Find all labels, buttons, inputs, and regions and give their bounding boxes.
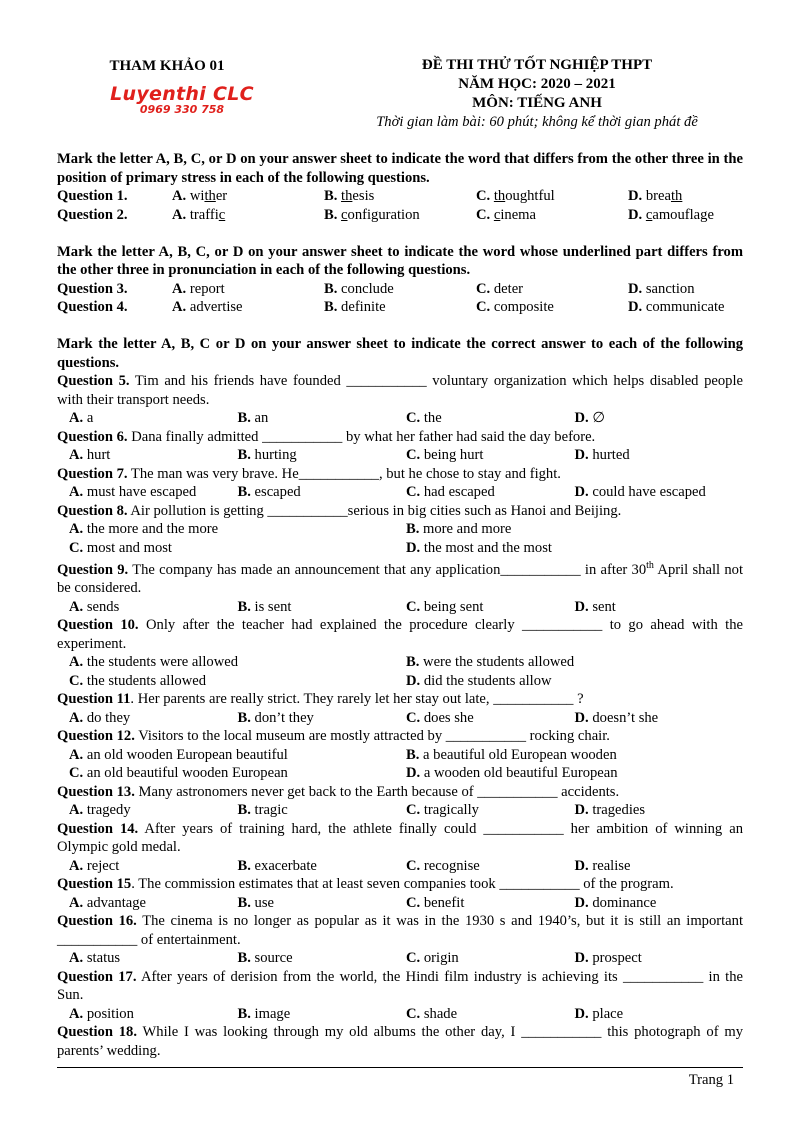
option-a: A. the students were allowed	[69, 654, 239, 671]
option-d: D. doesn’t she	[574, 709, 659, 726]
logo-phone: 0969 330 758	[139, 103, 225, 116]
options-6	[57, 446, 743, 465]
option-b: B. don’t they	[237, 709, 314, 726]
option-c: C. had escaped	[406, 484, 495, 500]
stress-instruction: Mark the letter A, B, C, or D on your answer sheet to indicate the word that differs from the other three in the position of primary stress in each of the following questions.	[57, 151, 743, 186]
options-12-cd	[57, 764, 743, 783]
option-b: B. configuration	[324, 206, 420, 223]
options-11	[57, 709, 743, 728]
option-d: D. the most and the most	[406, 539, 552, 556]
logo-name: Luyenthi CLC	[110, 83, 254, 105]
option-d: D. sanction	[628, 280, 695, 297]
option-b: B. hurting	[237, 447, 297, 463]
option-a: A. advertise	[172, 299, 243, 315]
question-label: Question 3.	[57, 280, 128, 297]
reference-label: THAM KHẢO 01	[109, 58, 225, 74]
option-d: D. place	[574, 1005, 624, 1022]
option-b: B. escaped	[237, 484, 301, 500]
option-c: C. origin	[406, 950, 459, 967]
question-9: Question 9. The company has made an announcement that any application___________ in after 30th April shall not be considered.	[57, 560, 743, 597]
question-14: Question 14. After years of training hard, the athlete finally could ___________ her ambition of winning an Olympic gold medal.	[57, 820, 743, 856]
option-d: D. realise	[574, 857, 631, 874]
option-c: C. an old beautiful wooden European	[69, 765, 288, 782]
option-d: D. dominance	[574, 894, 657, 911]
option-a: A. do they	[69, 709, 131, 726]
option-a: A. report	[172, 280, 225, 297]
question-label: Question 4.	[57, 299, 128, 315]
header-left	[57, 56, 297, 116]
pronunciation-instruction: Mark the letter A, B, C, or D on your answer sheet to indicate the word whose underlined part differs from the other three in pronunciation in each of the following questions.	[57, 243, 743, 278]
options-9	[57, 598, 743, 617]
question-label: Question 2.	[57, 206, 128, 223]
exam-page	[57, 56, 743, 1060]
options-8-ab	[57, 520, 743, 539]
option-a: A. an old wooden European beautiful	[69, 746, 288, 763]
exam-header	[57, 56, 743, 150]
question-17: Question 17. After years of derision from the world, the Hindi film industry is achieving its ___________ in the Sun.	[57, 968, 744, 1004]
options-5	[57, 409, 743, 428]
option-c: C. deter	[476, 280, 524, 297]
option-d: D. did the students allow	[406, 672, 552, 689]
question-8: Question 8. Air pollution is getting ___________serious in big cities such as Hanoi and Beijing.	[57, 502, 622, 519]
option-d: D. a wooden old beautiful European	[406, 765, 618, 782]
option-c: C. the	[406, 410, 442, 426]
option-d: D. prospect	[574, 950, 642, 967]
option-b: B. is sent	[237, 598, 292, 615]
question-row-3	[57, 280, 743, 299]
option-a: A. a	[69, 410, 94, 426]
option-b: B. conclude	[324, 280, 394, 297]
option-d: D. breath	[628, 188, 683, 204]
question-row-2	[57, 206, 743, 225]
option-c: C. recognise	[406, 857, 480, 874]
options-17	[57, 1005, 743, 1024]
option-a: A. position	[69, 1005, 134, 1022]
question-7: Question 7. The man was very brave. He___________, but he chose to stay and fight.	[57, 465, 561, 482]
option-b: B. an	[237, 410, 269, 426]
question-11: Question 11. Her parents are really strict. They rarely let her stay out late, ___________ ?	[57, 691, 584, 708]
question-6: Question 6. Dana finally admitted ___________ by what her father had said the day before.	[57, 428, 596, 445]
header-right	[337, 56, 737, 132]
option-c: C. being sent	[406, 598, 484, 615]
option-c: C. cinema	[476, 206, 537, 223]
question-13: Question 13. Many astronomers never get back to the Earth because of ___________ accidents.	[57, 783, 620, 800]
options-8-cd	[57, 539, 743, 558]
options-13	[57, 801, 743, 820]
option-c: C. the students allowed	[69, 672, 207, 689]
option-c: C. does she	[406, 709, 474, 726]
option-d: D. could have escaped	[574, 484, 706, 500]
question-18: Question 18. While I was looking through my old albums the other day, I ___________ this photograph of my parents’ wedding.	[57, 1024, 743, 1059]
option-a: A. tragedy	[69, 802, 131, 819]
option-b: B. image	[237, 1005, 291, 1022]
option-d: D. camouflage	[628, 206, 714, 223]
options-10-ab	[57, 653, 743, 672]
question-16: Question 16. The cinema is no longer as popular as it was in the 1930 s and 1940’s, but it is still an important ___________ of entertainment.	[57, 913, 744, 948]
option-a: A. traffic	[172, 206, 226, 223]
options-12-ab	[57, 746, 743, 765]
option-d: D. sent	[574, 598, 616, 615]
brand-logo	[107, 84, 257, 116]
option-b: B. thesis	[324, 188, 375, 204]
option-c: C. benefit	[406, 894, 465, 911]
option-b: B. exacerbate	[237, 857, 317, 874]
option-d: D. tragedies	[574, 802, 646, 819]
option-d: D. ∅	[574, 410, 606, 426]
exam-title: ĐỀ THI THỬ TỐT NGHIỆP THPT	[421, 57, 653, 73]
question-12: Question 12. Visitors to the local museum are mostly attracted by ___________ rocking chair.	[57, 728, 610, 745]
question-15: Question 15. The commission estimates that at least seven companies took ___________ of the program.	[57, 876, 674, 893]
question-label: Question 1.	[57, 188, 128, 204]
question-10: Question 10. Only after the teacher had explained the procedure clearly ___________ to go ahead with the experiment.	[57, 617, 743, 652]
options-7	[57, 483, 743, 502]
options-16	[57, 949, 743, 968]
option-b: B. use	[237, 894, 274, 911]
page-number: Trang 1	[688, 1072, 734, 1088]
option-c: C. tragically	[406, 802, 479, 819]
option-b: B. were the students allowed	[406, 654, 575, 671]
footer-divider	[57, 1067, 743, 1068]
option-b: B. definite	[324, 299, 386, 315]
option-d: D. communicate	[628, 299, 725, 315]
option-b: B. more and more	[406, 521, 512, 537]
option-a: A. hurt	[69, 447, 111, 463]
options-10-cd	[57, 672, 743, 691]
time-note: Thời gian làm bài: 60 phút; không kể thời gian phát đề	[376, 114, 698, 130]
question-row-1	[57, 187, 743, 206]
option-a: A. must have escaped	[69, 484, 197, 500]
option-b: B. tragic	[237, 802, 288, 819]
option-d: D. hurted	[574, 447, 630, 463]
option-a: A. reject	[69, 857, 120, 874]
option-a: A. the more and the more	[69, 521, 219, 537]
correct-answer-instruction: Mark the letter A, B, C or D on your answer sheet to indicate the correct answer to each of the following questions.	[57, 336, 743, 371]
option-a: A. wither	[172, 188, 228, 204]
question-row-4	[57, 298, 743, 317]
option-c: C. most and most	[69, 539, 172, 556]
option-c: C. composite	[476, 299, 554, 315]
option-b: B. a beautiful old European wooden	[406, 746, 617, 763]
option-b: B. source	[237, 950, 293, 967]
option-a: A. status	[69, 950, 121, 967]
option-c: C. being hurt	[406, 447, 484, 463]
option-c: C. thoughtful	[476, 188, 555, 204]
option-a: A. sends	[69, 598, 120, 615]
question-5: Question 5. Tim and his friends have founded ___________ voluntary organization which helps disabled people with their transport needs.	[57, 373, 744, 408]
school-year: NĂM HỌC: 2020 – 2021	[458, 76, 616, 92]
options-15	[57, 894, 743, 913]
subject: MÔN: TIẾNG ANH	[472, 95, 602, 111]
option-c: C. shade	[406, 1005, 458, 1022]
options-14	[57, 857, 743, 876]
option-a: A. advantage	[69, 894, 147, 911]
